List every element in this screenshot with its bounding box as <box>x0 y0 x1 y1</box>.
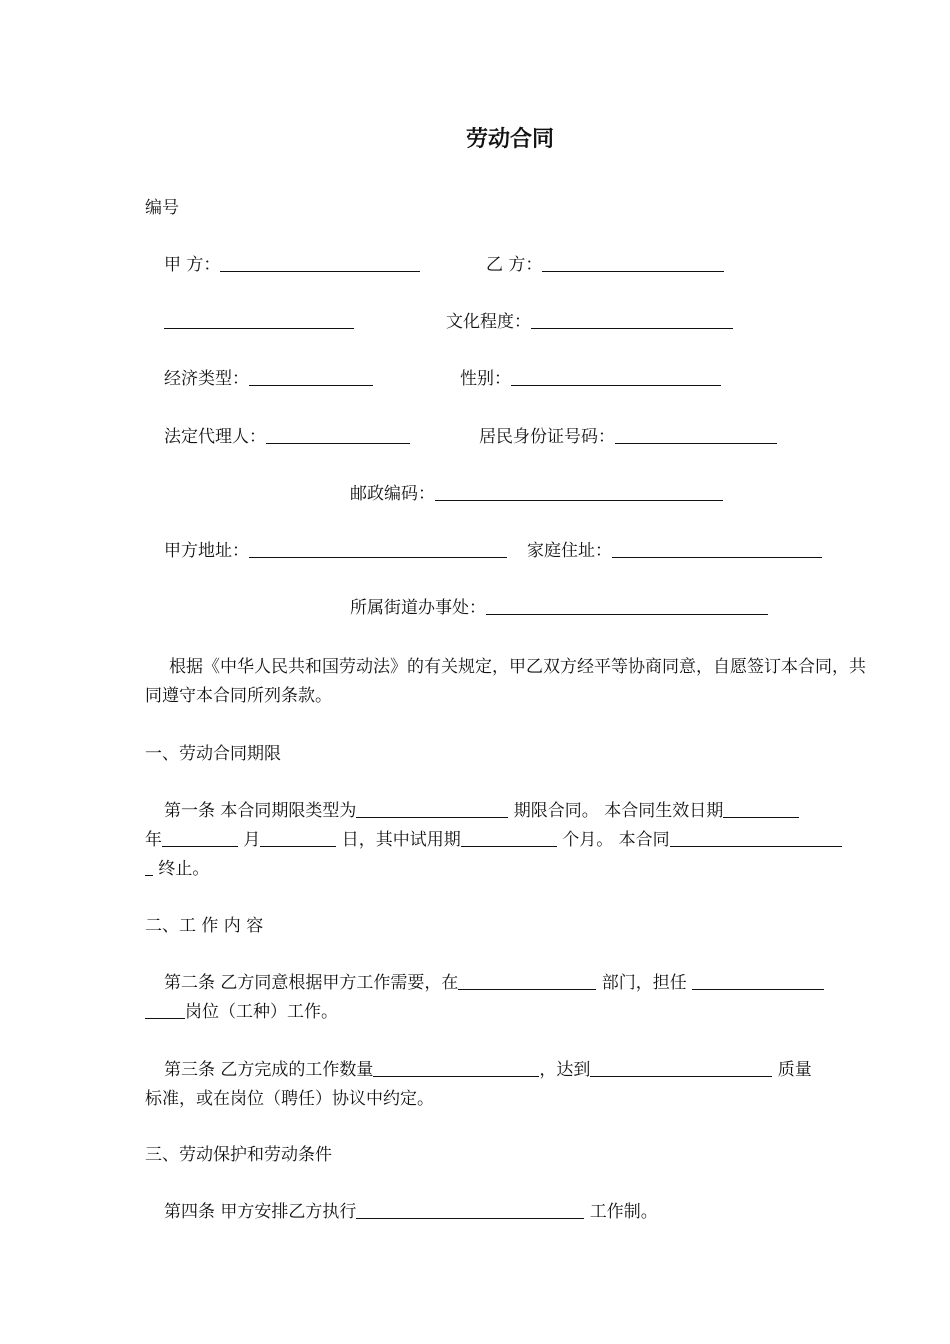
article-2 <box>145 969 880 1027</box>
education-blank[interactable] <box>531 312 733 329</box>
legal-rep-label: 法定代理人： <box>164 427 266 447</box>
probation-months-blank[interactable] <box>461 830 557 847</box>
party-a-blank[interactable] <box>220 255 420 272</box>
home-address-label: 家庭住址： <box>527 541 612 561</box>
economic-type-blank[interactable] <box>249 369 373 386</box>
article-3 <box>145 1056 880 1114</box>
party-a-field <box>164 254 420 276</box>
article-4-text-2: 工作制。 <box>584 1202 658 1222</box>
month-label: 月 <box>238 830 261 850</box>
party-a-label: 甲 方： <box>164 255 221 275</box>
position-blank[interactable] <box>692 973 824 990</box>
position-blank-cont[interactable] <box>145 1002 185 1019</box>
postcode-blank[interactable] <box>435 484 723 501</box>
id-number-blank[interactable] <box>615 427 777 444</box>
effective-year-blank[interactable] <box>723 801 799 818</box>
a-address-label: 甲方地址： <box>164 541 249 561</box>
gender-blank[interactable] <box>511 369 721 386</box>
party-b-blank[interactable] <box>542 255 724 272</box>
economic-type-label: 经济类型： <box>164 369 249 389</box>
document-title: 劳动合同 <box>465 127 554 152</box>
id-number-label: 居民身份证号码： <box>479 427 615 447</box>
article-1-text-1: 第一条 本合同期限类型为 <box>164 801 357 821</box>
a-address-field <box>164 540 507 562</box>
blank-line[interactable] <box>164 312 354 329</box>
contract-end-blank[interactable] <box>670 830 842 847</box>
contract-number-label: 编号 <box>145 198 179 218</box>
article-3-text-2: ，达到 <box>539 1060 591 1080</box>
id-number-field <box>479 426 777 448</box>
home-address-field <box>527 540 822 562</box>
postcode-label: 邮政编码： <box>350 484 435 504</box>
economic-type-field <box>164 368 373 390</box>
section-heading-2: 二、工 作 内 容 <box>145 916 264 936</box>
legal-rep-field <box>164 426 410 448</box>
article-3-text-4: 标准，或在岗位（聘任）协议中约定。 <box>145 1089 434 1109</box>
section-heading-3: 三、劳动保护和劳动条件 <box>145 1145 332 1165</box>
quality-standard-blank[interactable] <box>590 1060 772 1077</box>
article-3-text-1: 第三条 乙方完成的工作数量 <box>164 1060 374 1080</box>
education-field <box>446 311 733 333</box>
year-label: 年 <box>145 830 162 850</box>
work-quantity-blank[interactable] <box>373 1060 539 1077</box>
article-4 <box>145 1198 880 1227</box>
work-system-blank[interactable] <box>356 1202 584 1219</box>
education-label: 文化程度： <box>446 312 531 332</box>
section-heading-1: 一、劳动合同期限 <box>145 744 281 764</box>
article-1-text-6: 个月。 本合同 <box>556 830 670 850</box>
blank-field-row2 <box>164 311 354 333</box>
article-1-text-5: 日，其中试用期 <box>336 830 461 850</box>
article-2-text-2: 部门，担任 <box>596 973 693 993</box>
home-address-blank[interactable] <box>612 541 822 558</box>
effective-month-blank[interactable] <box>162 830 238 847</box>
gender-field <box>460 368 721 390</box>
a-address-blank[interactable] <box>249 541 507 558</box>
effective-day-blank[interactable] <box>260 830 336 847</box>
article-4-text-1: 第四条 甲方安排乙方执行 <box>164 1202 357 1222</box>
party-b-field <box>486 254 724 276</box>
article-3-text-3: 质量 <box>772 1060 812 1080</box>
article-1-text-7: 终止。 <box>153 859 210 879</box>
contract-type-blank[interactable] <box>356 801 508 818</box>
intro-paragraph: 根据《中华人民共和国劳动法》的有关规定，甲乙双方经平等协商同意，自愿签订本合同，共同遵守本合同所列条款。 <box>145 657 866 706</box>
party-b-label: 乙 方： <box>486 255 543 275</box>
department-blank[interactable] <box>458 973 596 990</box>
street-office-label: 所属街道办事处： <box>350 598 486 618</box>
gender-label: 性别： <box>460 369 511 389</box>
contract-end-blank-cont[interactable] <box>145 859 153 876</box>
article-2-text-3: 岗位（工种）工作。 <box>185 1002 338 1022</box>
article-1 <box>145 797 880 884</box>
article-1-text-2: 期限合同。 本合同生效日期 <box>508 801 724 821</box>
postcode-field <box>350 483 723 505</box>
legal-rep-blank[interactable] <box>266 427 410 444</box>
article-2-text-1: 第二条 乙方同意根据甲方工作需要，在 <box>164 973 459 993</box>
street-office-blank[interactable] <box>486 598 768 615</box>
street-office-field <box>350 597 768 619</box>
